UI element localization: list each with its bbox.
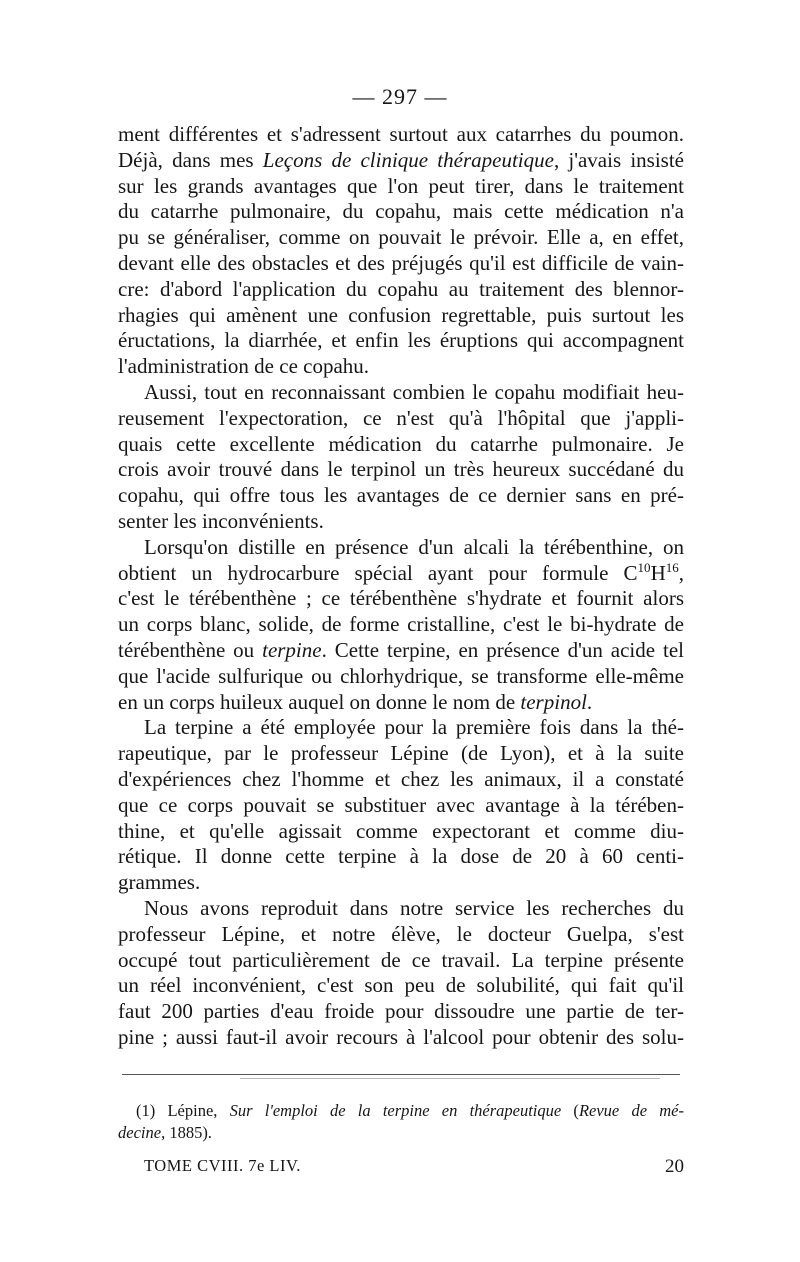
paragraph bbox=[118, 380, 684, 535]
text-line: c'est le térébenthène ; ce térébenthène s'hydrate et fournit alors bbox=[118, 586, 684, 611]
superscript: 10 bbox=[637, 559, 651, 575]
text-line: l'administration de ce copahu. bbox=[118, 354, 370, 379]
text-line: du catarrhe pulmonaire, du copahu, mais cette médication n'a bbox=[118, 199, 684, 224]
footnote-divider-faint bbox=[240, 1078, 660, 1079]
text-line: Déjà, dans mes Leçons de clinique thérapeutique, j'avais insisté bbox=[118, 147, 684, 172]
text-line: rhagies qui amènent une confusion regrettable, puis surtout les bbox=[118, 302, 684, 327]
signature-number: 20 bbox=[665, 1156, 684, 1177]
text-line: cre: d'abord l'application du copahu au traitement des blennor- bbox=[118, 276, 684, 301]
text-line: éructations, la diarrhée, et enfin les éruptions qui accompagnent bbox=[118, 328, 684, 353]
text-line: rétique. Il donne cette terpine à la dose de 20 à 60 centi- bbox=[118, 844, 684, 869]
text-line: d'expériences chez l'homme et chez les animaux, il a constaté bbox=[118, 766, 684, 791]
text-line: La terpine a été employée pour la première fois dans la thé- bbox=[144, 715, 684, 740]
text-line: Aussi, tout en reconnaissant combien le copahu modifiait heu- bbox=[144, 379, 684, 404]
italic-text: Revue de mé- bbox=[578, 1101, 684, 1120]
text-line: que l'acide sulfurique ou chlorhydrique, se transforme elle-même bbox=[118, 663, 684, 688]
page-number: — 297 — bbox=[352, 84, 448, 109]
superscript: 16 bbox=[665, 559, 679, 575]
text-line: professeur Lépine, et notre élève, le docteur Guelpa, s'est bbox=[118, 921, 684, 946]
text-line: Lorsqu'on distille en présence d'un alcali la térébenthine, on bbox=[144, 534, 684, 559]
text-line: occupé tout particulièrement de ce travail. La terpine présente bbox=[118, 947, 684, 972]
text-line: térébenthène ou terpine. Cette terpine, en présence d'un acide tel bbox=[118, 637, 684, 662]
paragraph bbox=[118, 715, 684, 896]
italic-text: terpine bbox=[262, 637, 322, 662]
text-line: un réel inconvénient, c'est son peu de solubilité, qui fait qu'il bbox=[118, 973, 684, 998]
paragraph bbox=[118, 896, 684, 1051]
text-line: faut 200 parties d'eau froide pour dissoudre une partie de ter- bbox=[118, 999, 684, 1024]
text-line: copahu, qui offre tous les avantages de ce dernier sans en pré- bbox=[118, 483, 684, 508]
text-line: un corps blanc, solide, de forme cristalline, c'est le bi-hydrate de bbox=[118, 612, 684, 637]
text-line: thine, et qu'elle agissait comme expectorant et comme diu- bbox=[118, 818, 684, 843]
text-line: devant elle des obstacles et des préjugés qu'il est difficile de vain- bbox=[118, 250, 684, 275]
text-line: reusement l'expectoration, ce n'est qu'à l'hôpital que j'appli- bbox=[118, 405, 684, 430]
footnote-line: (1) Lépine, Sur l'emploi de la terpine en thérapeutique (Revue de mé- bbox=[136, 1101, 684, 1120]
signature-mark: TOME CVIII. 7e LIV. bbox=[144, 1156, 301, 1175]
italic-text: Leçons de clinique thérapeutique bbox=[262, 147, 554, 172]
signature-line bbox=[118, 1156, 684, 1178]
footnote bbox=[118, 1100, 684, 1144]
text-line: pu se généraliser, comme on pouvait le prévoir. Elle a, en effet, bbox=[118, 225, 684, 250]
italic-text: Sur l'emploi de la terpine en thérapeutique bbox=[229, 1101, 562, 1120]
text-line: sur les grands avantages que l'on peut tirer, dans le traitement bbox=[118, 173, 684, 198]
body-text bbox=[118, 122, 684, 1051]
footnote-divider bbox=[122, 1074, 680, 1075]
text-line: crois avoir trouvé dans le terpinol un très heureux succédané du bbox=[118, 457, 684, 482]
text-line: que ce corps pouvait se substituer avec avantage à la térében- bbox=[118, 792, 684, 817]
text-line: obtient un hydrocarbure spécial ayant pour formule $C^{10}H^{16}$, bbox=[118, 559, 684, 585]
text-line: pine ; aussi faut-il avoir recours à l'alcool pour obtenir des solu- bbox=[118, 1024, 684, 1049]
paragraph bbox=[118, 535, 684, 716]
text-line: senter les inconvénients. bbox=[118, 508, 324, 533]
text-line: quais cette excellente médication du catarrhe pulmonaire. Je bbox=[118, 431, 684, 456]
text-line: grammes. bbox=[118, 870, 201, 895]
footnote-line: decine, 1885). bbox=[118, 1123, 212, 1142]
text-line: Nous avons reproduit dans notre service les recherches du bbox=[144, 895, 684, 920]
text-line: ment différentes et s'adressent surtout aux catarrhes du poumon. bbox=[118, 122, 684, 146]
italic-text: terpinol bbox=[520, 689, 587, 714]
paragraph bbox=[118, 122, 684, 380]
text-line: rapeutique, par le professeur Lépine (de Lyon), et à la suite bbox=[118, 741, 684, 766]
text-line: en un corps huileux auquel on donne le nom de terpinol. bbox=[118, 689, 593, 714]
italic-text: decine bbox=[118, 1123, 162, 1142]
